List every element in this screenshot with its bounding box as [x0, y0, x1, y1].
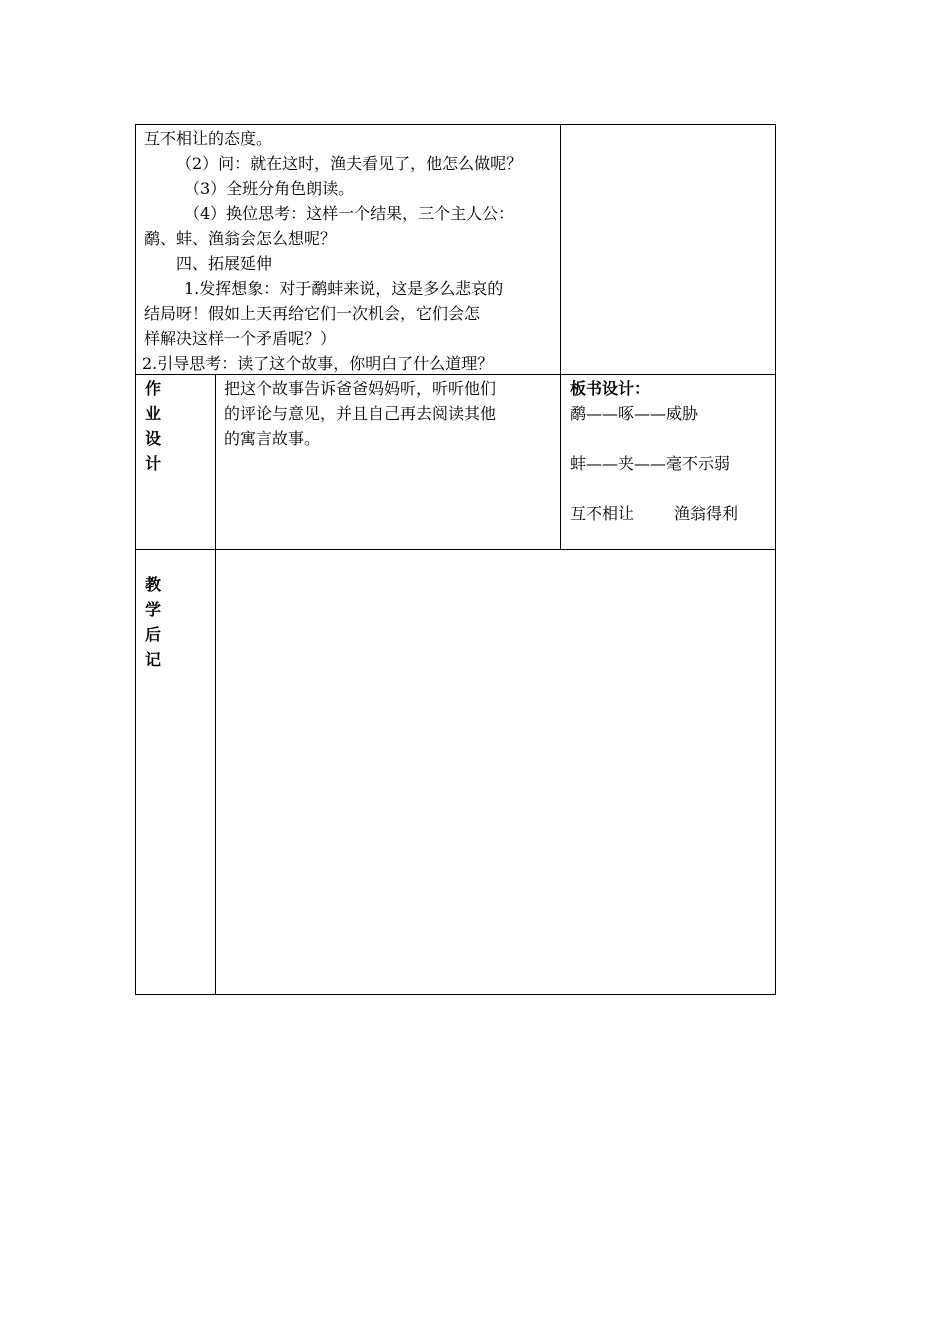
board-line-3-left: 互不相让 — [570, 504, 635, 523]
table-border-left — [135, 124, 136, 995]
board-line-2: 蚌——夹——毫不示弱 — [570, 454, 731, 473]
lesson-content-cell — [144, 126, 556, 376]
homework-label: 作 业 设 计 — [145, 379, 162, 473]
board-line-3-right: 渔翁得利 — [674, 504, 739, 523]
content-line: 2.引导思考：读了这个故事，你明白了什么道理？ — [142, 354, 494, 373]
column-divider-board — [560, 124, 561, 550]
reflection-label: 教 学 后 记 — [145, 575, 162, 669]
homework-content-cell — [224, 376, 556, 451]
content-line: 四、拓展延伸 — [176, 254, 273, 273]
board-line-3 — [570, 501, 772, 526]
content-line: （2）问：就在这时，渔夫看见了，他怎么做呢？ — [176, 154, 523, 173]
content-line: 结局呀！假如上天再给它们一次机会，它们会怎 — [144, 304, 481, 323]
table-border-bottom — [135, 994, 776, 995]
board-design-title: 板书设计： — [570, 379, 651, 398]
board-line-1: 鹬——啄——威胁 — [570, 404, 699, 423]
table-border-top — [135, 124, 776, 125]
homework-line: 的寓言故事。 — [224, 429, 321, 448]
content-line: 1.发挥想象：对于鹬蚌来说，这是多么悲哀的 — [184, 279, 504, 298]
content-line: 互不相让的态度。 — [144, 129, 273, 148]
content-line: （4）换位思考：这样一个结果，三个主人公： — [184, 204, 515, 223]
board-design-cell — [570, 376, 772, 526]
content-line: （3）全班分角色朗读。 — [184, 179, 355, 198]
homework-line: 的评论与意见，并且自己再去阅读其他 — [224, 404, 497, 423]
homework-line: 把这个故事告诉爸爸妈妈听，听听他们 — [224, 379, 497, 398]
content-line: 鹬、蚌、渔翁会怎么想呢？ — [144, 229, 337, 248]
table-border-right — [775, 124, 776, 995]
content-line: 样解决这样一个矛盾呢？） — [144, 329, 337, 348]
reflection-content-cell[interactable] — [216, 550, 775, 994]
